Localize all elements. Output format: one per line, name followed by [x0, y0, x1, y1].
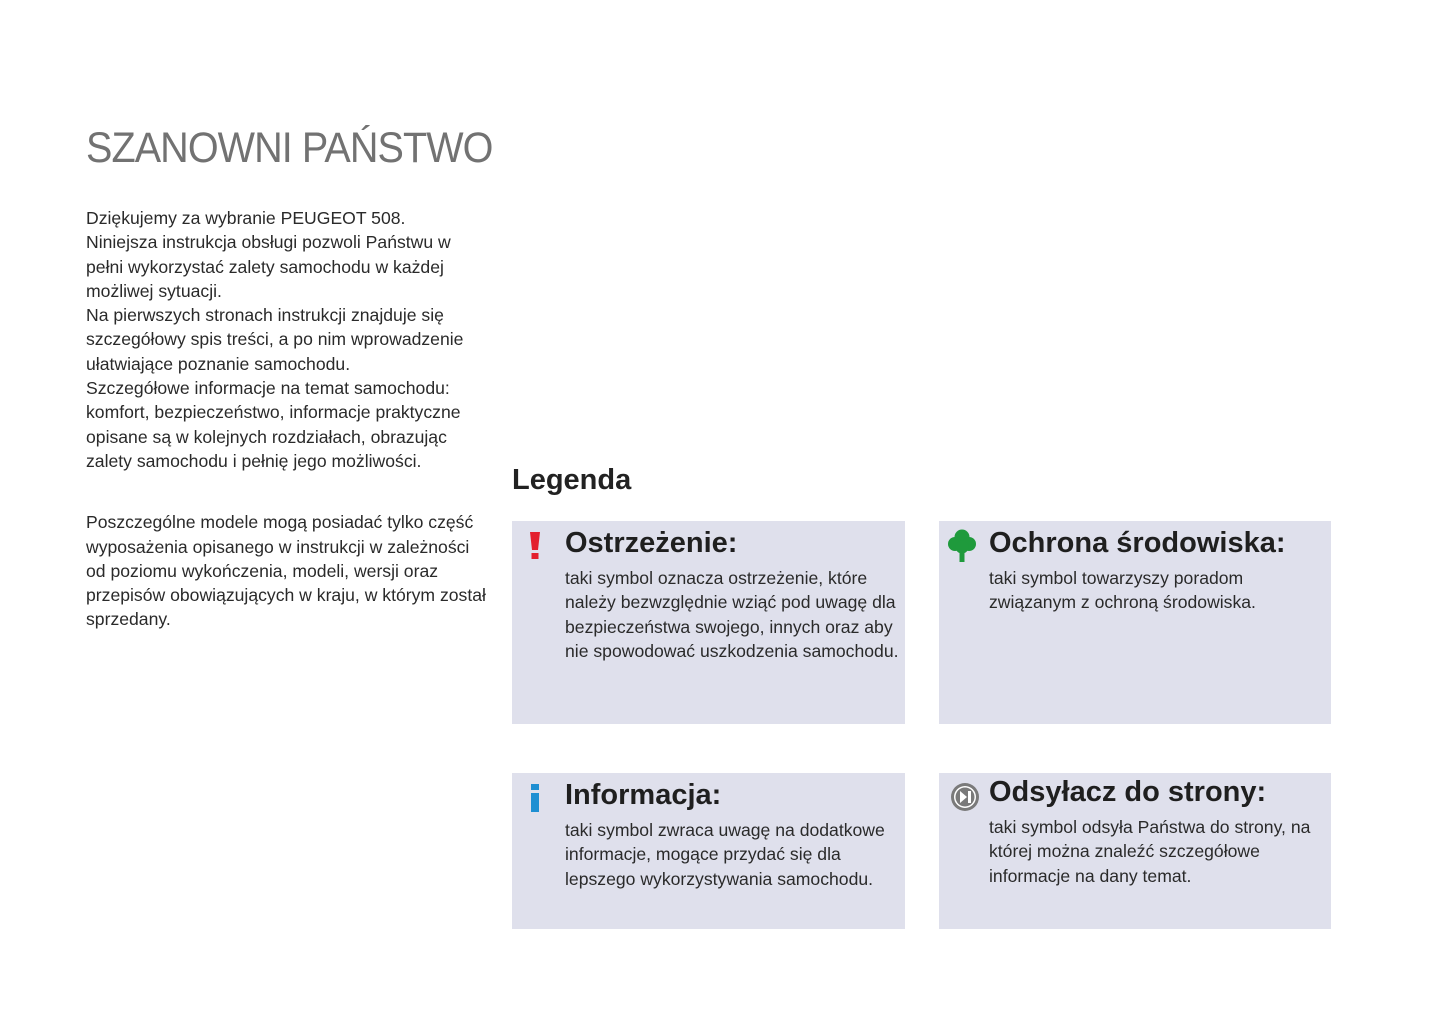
intro-paragraph-1: Dziękujemy za wybranie PEUGEOT 508. Niniejsza instrukcja obsługi pozwoli Państwu w pełni wykorzystać zalety samochodu w każdej możliwej sytuacji. Na pierwszych stronach instrukcji znajduje się szczegółowy spis treści, a po nim wprowadzenie ułatwiające poznanie samochodu. Szczegółowe informacje na temat samochodu: komfort, bezpieczeństwo, informacje praktyczne opisane są w kolejnych rozdziałach, obrazując zalety samochodu i pełnię jego możliwości. [86, 208, 464, 471]
reference-title: Odsyłacz do strony: [989, 776, 1267, 808]
legend-card-environment [939, 521, 1331, 724]
legend-card-info [512, 773, 905, 929]
legend-card-reference [939, 773, 1331, 929]
exclamation-icon [528, 532, 542, 565]
tree-icon [948, 529, 976, 568]
intro-text [86, 206, 486, 632]
legend-title: Legenda [512, 464, 632, 496]
page-reference-icon [950, 782, 980, 817]
intro-paragraph-2: Poszczególne modele mogą posiadać tylko część wyposażenia opisanego w instrukcji w zależności od poziomu wykończenia, modeli, wersji oraz przepisów obowiązujących w kraju, w którym został sprzedany. [86, 512, 486, 630]
reference-text: taki symbol odsyła Państwa do strony, na której można znaleźć szczegółowe informacje na dany temat. [989, 817, 1311, 886]
info-text: taki symbol zwraca uwagę na dodatkowe informacje, mogące przydać się dla lepszego wykorzystywania samochodu. [565, 820, 885, 889]
warning-title: Ostrzeżenie: [565, 527, 738, 559]
info-icon [529, 784, 541, 817]
environment-text: taki symbol towarzyszy poradom związanym z ochroną środowiska. [989, 568, 1256, 613]
environment-title: Ochrona środowiska: [989, 527, 1286, 559]
warning-text: taki symbol oznacza ostrzeżenie, które należy bezwzględnie wziąć pod uwagę dla bezpieczeństwa swojego, innych oraz aby nie spowodować uszkodzenia samochodu. [565, 568, 899, 661]
page-title: SZANOWNI PAŃSTWO [86, 124, 493, 172]
info-title: Informacja: [565, 779, 722, 811]
legend-card-warning [512, 521, 905, 724]
